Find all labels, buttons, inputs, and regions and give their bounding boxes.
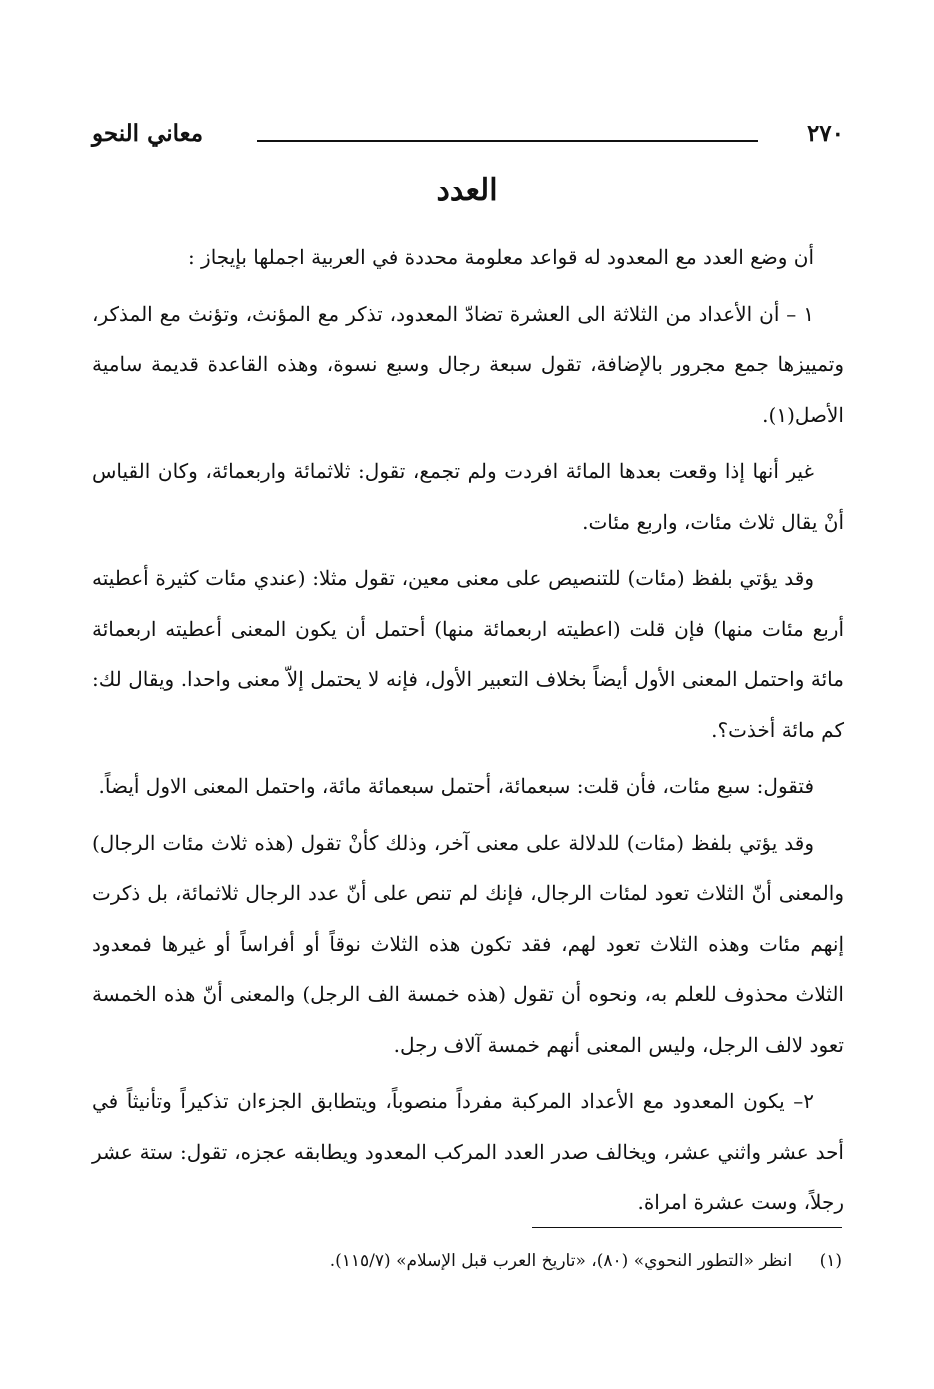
paragraph-hundreds: غير أنها إذا وقعت بعدها المائة افردت ولم تجمع، تقول: ثلاثمائة واربعمائة، وكان القياس أنْ يقال ثلاث مئات، واربع مئات. xyxy=(92,459,844,534)
footnote xyxy=(90,1246,842,1276)
paragraph-intro: أن وضع العدد مع المعدود له قواعد معلومة محددة في العربية اجملها بإيجاز : xyxy=(187,245,814,269)
book-title: معاني النحو xyxy=(92,120,204,147)
paragraph-mi-at-other-meaning: وقد يؤتي بلفظ (مئات) للدلالة على معنى آخر، وذلك كأنْ تقول (هذه ثلاث مئات الرجال) والمعنى أنّ الثلاث تعود لمئات الرجال، فإنك لم تنص على أنّ عدد الرجال ثلاثمائة، بل ذكرت إنهم مئات وهذه الثلاث تعود لهم، فقد تكون هذه الثلاث نوقاً أو أفراساً أو غيرها فمعدود الثلاث محذوف للعلم به، ونحوه أن تقول (هذه خمسة الف الرجل) والمعنى أنّ هذه الخمسة تعود لالف الرجل، وليس المعنى أنهم خمسة آلاف رجل. xyxy=(92,830,844,1057)
page-number: ٢٧٠ xyxy=(806,120,844,147)
body-text xyxy=(92,232,844,1234)
header-rule xyxy=(257,140,758,142)
running-header xyxy=(92,112,844,156)
section-title: العدد xyxy=(436,173,498,208)
paragraph-mi-at-specification: وقد يؤتي بلفظ (مئات) للتنصيص على معنى معين، تقول مثلا: (عندي مئات كثيرة أعطيته أربع مئات منها) فإن قلت (اعطيته اربعمائة منها) أحتمل أن يكون المعنى أعطيته اربعمائة مائة واحتمل المعنى الأول أيضاً بخلاف التعبير الأول، فإنه لا يحتمل إلاّ معنى واحدا. ويقال لك: كم مائة أخذت؟. xyxy=(92,566,844,742)
footnote-marker: (١) xyxy=(819,1251,842,1271)
paragraph-rule-2: ٢– يكون المعدود مع الأعداد المركبة مفرداً منصوباً، ويتطابق الجزءان تذكيراً وتأنيثاً في أحد عشر واثني عشر، ويخالف صدر العدد المركب المعدود ويطابقه عجزه، تقول: ستة عشر رجلاً، وست عشرة امراة. xyxy=(92,1089,844,1214)
paragraph-rule-1: ١ – أن الأعداد من الثلاثة الى العشرة تضادّ المعدود، تذكر مع المؤنث، وتؤنث مع المذكر، وتمييزها جمع مجرور بالإضافة، تقول سبعة رجال وسبع نسوة، وهذه القاعدة قديمة سامية الأصل(١). xyxy=(92,301,844,427)
footnote-text: انظر «التطور النحوي» (٨٠)، «تاريخ العرب قبل الإسلام» (١١٥/٧). xyxy=(329,1251,793,1271)
paragraph-example: فتقول: سبع مئات، فأن قلت: سبعمائة، أحتمل سبعمائة مائة، واحتمل المعنى الاول أيضاً. xyxy=(98,774,814,798)
footnote-rule xyxy=(532,1227,842,1228)
